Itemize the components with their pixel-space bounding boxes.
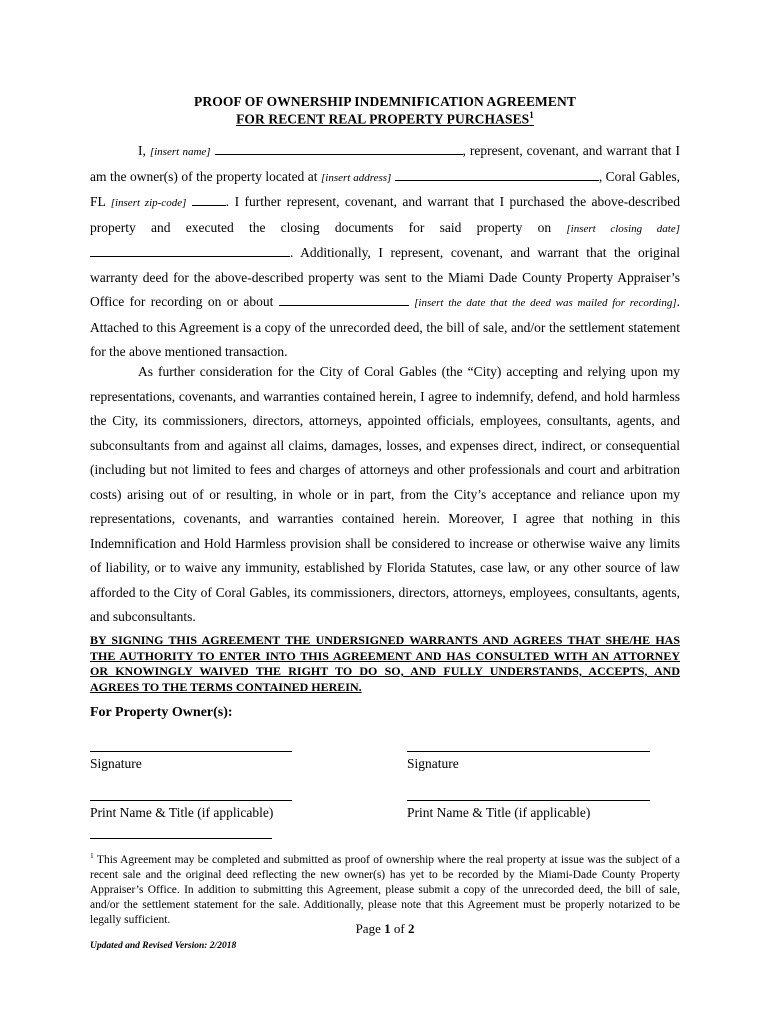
page-current: 1 (384, 921, 391, 936)
indemnification-paragraph: As further consideration for the City of Coral Gables (the “City) accepting and relying upon my representations, covenants, and warranties contained herein, I agree to indemnify, defend, and hold harmless the City, its commissioners, directors, attorneys, appointed officials, employees, consultants, agents, and subconsultants from and against all claims, damages, losses, and expenses direct, indirect, or consequential (including but not limited to fees and charges of attorneys and other professionals and court and arbitration costs) arising out of or resulting, in whole or in part, from the City’s acceptance and reliance upon my representations, covenants, and warranties contained herein. Moreover, I agree that nothing in this Indemnification and Hold Harmless provision shall be considered to increase or otherwise waive any limits of liability, or to waive any immunity, established by Florida Statutes, case law, or any other source of law afforded to the City of Coral Gables, its commissioners, directors, attorneys, employees, consultants, agents, and subconsultants. (90, 364, 680, 624)
signature-label-right: Signature (407, 756, 459, 771)
property-owners-heading: For Property Owner(s): (90, 705, 233, 720)
footnote-marker: 1 (90, 851, 94, 860)
text-segment: . I further represent, covenant, and warrant that I purchased the above-described property and executed the closing documents for said property on (90, 194, 681, 235)
version-note: Updated and Revised Version: 2/2018 (90, 941, 237, 951)
name-field[interactable] (215, 142, 463, 155)
page-number (0, 921, 770, 937)
signature-line-left[interactable] (90, 751, 292, 752)
zip-field[interactable] (192, 193, 226, 206)
footnote-divider (90, 838, 272, 839)
authority-warning: BY SIGNING THIS AGREEMENT THE UNDERSIGNED WARRANTS AND AGREES THAT SHE/HE HAS THE AUTHORITY TO ENTER INTO THIS AGREEMENT AND HAS CONSULTED WITH AN ATTORNEY OR KNOWINGLY WAIVED THE RIGHT TO DO SO, AND FULLY UNDERSTANDS, ACCEPTS, AND AGREES TO THE TERMS CONTAINED HEREIN. (90, 633, 680, 694)
page-of: of (393, 921, 405, 936)
text-segment: I, (138, 143, 146, 158)
document-subtitle (0, 110, 770, 128)
text-segment: , represent, covenant, and warrant that I am the owner(s) of the property located at (90, 143, 681, 184)
print-name-line-right[interactable] (407, 800, 650, 801)
print-name-label-left: Print Name & Title (if applicable) (90, 805, 274, 820)
footnote-text: This Agreement may be completed and submitted as proof of ownership where the real property at issue was the subject of a recent sale and the original deed reflecting the new owner(s) has yet to be recorded by the Miami-Dade County Property Appraiser’s Office. In addition to submitting this Agreement, please submit a copy of the unrecorded deed, the bill of sale, and/or the settlement statement for the sale. Additionally, please note that this Agreement must be properly notarized to be legally sufficient. (90, 853, 680, 926)
insert-address-hint: [insert address] (321, 171, 392, 184)
subtitle-text: FOR RECENT REAL PROPERTY PURCHASES (236, 111, 530, 127)
insert-zip-hint: [insert zip-code] (110, 197, 187, 209)
insert-name-hint: [insert name] (149, 146, 211, 158)
insert-closing-date-hint: [insert closing date] (566, 222, 680, 235)
signature-line-right[interactable] (407, 751, 650, 752)
footnote (90, 848, 680, 928)
print-name-label-right: Print Name & Title (if applicable) (407, 805, 591, 820)
text-segment: . Additionally, I represent, covenant, and warrant that the original warranty deed for the above-described property was sent to the Miami Dade County Property Appraiser’s Office for recording on or about (90, 245, 680, 309)
address-field[interactable] (395, 168, 599, 181)
text-segment: . Attached to this Agreement is a copy of the unrecorded deed, the bill of sale, and/or the settlement statement for the above mentioned transaction. (90, 294, 681, 359)
print-name-line-left[interactable] (90, 800, 292, 801)
text-segment: , Coral Gables, FL (90, 168, 681, 209)
page-prefix: Page (355, 921, 381, 936)
footnote-reference: 1 (529, 110, 534, 120)
document-title: PROOF OF OWNERSHIP INDEMNIFICATION AGREEMENT (194, 94, 576, 109)
ownership-statement-paragraph (90, 139, 680, 365)
closing-date-field[interactable] (90, 244, 290, 257)
recording-date-field[interactable] (279, 293, 409, 306)
insert-mailed-date-hint: [insert the date that the deed was mailed for recording] (414, 297, 677, 309)
signature-label-left: Signature (90, 756, 142, 771)
page-total: 2 (407, 921, 415, 936)
